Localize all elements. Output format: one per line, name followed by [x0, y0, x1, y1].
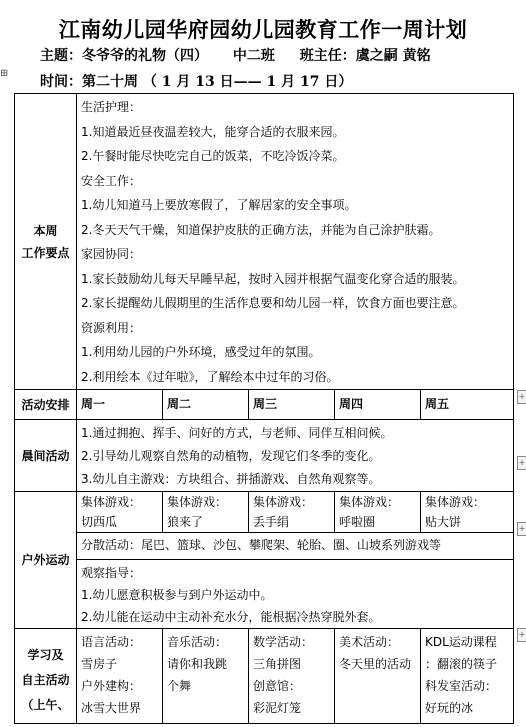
row-resize-icon[interactable]: + — [517, 456, 526, 470]
schedule-row — [15, 390, 514, 420]
study-text: 彩泥灯笼 — [253, 701, 302, 715]
study-text: 三角拼图 — [253, 657, 302, 671]
study-cell-thu — [335, 629, 421, 724]
theme-text: 主题：冬爷爷的礼物（四） — [40, 48, 208, 64]
study-text: 请你和我跳 — [167, 657, 228, 671]
study-cell-tue — [163, 629, 249, 724]
study-label: （上午、 — [21, 698, 70, 712]
morning-line: 2.引导幼儿观察自然角的动植物，发现它们冬季的变化。 — [81, 449, 381, 463]
class-text: 中二班 — [232, 48, 275, 64]
study-text: 美术活动： — [339, 635, 400, 649]
study-text: 科发室活动： — [425, 679, 498, 693]
goal-line: 2.午餐时能尽快吃完自己的饭菜，不吃冷饭冷菜。 — [81, 149, 345, 163]
goal-line: 1.利用幼儿园的户外环境，感受过年的氛围。 — [81, 345, 321, 359]
study-label-cell — [15, 629, 77, 724]
teacher-text: 班主任：虞之嗣 黄铭 — [299, 48, 431, 64]
game-cell-mon — [77, 492, 163, 533]
outdoor-games-row — [15, 492, 514, 533]
goals-content — [77, 94, 514, 390]
game-label: 集体游戏： — [425, 495, 486, 509]
game-cell-fri — [421, 492, 514, 533]
study-text: 创意馆： — [253, 679, 302, 693]
study-cell-fri — [421, 629, 514, 724]
game-value: 切西瓜 — [81, 515, 118, 529]
guide-line: 2.幼儿能在运动中主动补充水分，能根据冷热穿脱外套。 — [81, 610, 381, 624]
game-label: 集体游戏： — [253, 495, 314, 509]
study-text: KDL运动课程 — [425, 635, 497, 649]
study-label: 自主活动 — [21, 673, 70, 687]
day-header-wed: 周三 — [249, 390, 335, 420]
morning-line: 1.通过拥抱、挥手、问好的方式，与老师、同伴互相问候。 — [81, 426, 393, 440]
study-cell-wed — [249, 629, 335, 724]
study-text: 音乐活动： — [167, 635, 228, 649]
goals-label: 工作要点 — [21, 245, 70, 260]
page-title: 江南幼儿园华府园幼儿园教育工作一周计划 — [58, 17, 468, 42]
day-header-mon: 周一 — [77, 390, 163, 420]
goal-line: 资源利用： — [81, 320, 142, 335]
goal-line: 家园协同： — [81, 247, 142, 261]
goal-line: 1.知道最近昼夜温差较大，能穿合适的衣服来园。 — [81, 124, 345, 139]
outdoor-label: 户外运动 — [15, 492, 77, 629]
goal-line: 2.家长提醒幼儿假期里的生活作息要和幼儿园一样，饮食方面也要注意。 — [81, 296, 465, 310]
morning-label: 晨间活动 — [15, 420, 77, 492]
study-text: 个舞 — [167, 679, 192, 693]
game-value: 贴大饼 — [425, 515, 462, 529]
guide-content — [77, 560, 514, 629]
day-header-tue: 周二 — [163, 390, 249, 420]
goal-line: 安全工作： — [81, 173, 142, 188]
plan-meta — [40, 45, 451, 65]
study-row — [15, 629, 514, 724]
study-text: 冰雪大世界 — [81, 701, 142, 715]
goals-row — [15, 94, 514, 390]
study-text: 雪房子 — [81, 657, 118, 671]
time-text: 时间：第二十周 （ 1 月 13 日—— 1 月 17 日） — [40, 74, 353, 90]
weekly-plan-table — [14, 93, 514, 724]
split-text: 分散活动：尾巴、篮球、沙包、攀爬架、轮胎、圈、山坡系列游戏等 — [81, 538, 442, 552]
study-text: 户外建构： — [81, 679, 142, 693]
study-text: 冬天里的活动 — [339, 657, 412, 671]
goals-label-cell — [15, 94, 77, 390]
guide-line: 1.幼儿愿意积极参与到户外运动中。 — [81, 588, 273, 602]
goal-line: 2.冬天天气干燥，知道保护皮肤的正确方法，并能为自己涂护肤霜。 — [81, 222, 441, 237]
study-cell-mon — [77, 629, 163, 724]
outdoor-split-row — [15, 533, 514, 560]
study-text: 数学活动： — [253, 635, 314, 649]
schedule-label: 活动安排 — [15, 390, 77, 420]
day-header-fri: 周五 — [421, 390, 514, 420]
morning-content — [77, 420, 514, 492]
goal-line: 1.幼儿知道马上要放寒假了，了解居家的安全事项。 — [81, 198, 357, 212]
goal-line: 1.家长鼓励幼儿每天早睡早起，按时入园并根据气温变化穿合适的服装。 — [81, 271, 465, 286]
goal-line: 2.利用绘本《过年啦》，了解绘本中过年的习俗。 — [81, 369, 339, 384]
game-value: 丢手绢 — [253, 515, 290, 529]
game-cell-thu — [335, 492, 421, 533]
game-label: 集体游戏： — [81, 495, 142, 509]
game-cell-wed — [249, 492, 335, 533]
row-resize-icon[interactable]: + — [517, 522, 526, 536]
day-header-thu: 周四 — [335, 390, 421, 420]
split-activity — [77, 533, 514, 560]
game-cell-tue — [163, 492, 249, 533]
game-label: 集体游戏： — [339, 495, 400, 509]
game-value: 狼来了 — [167, 515, 204, 529]
row-resize-icon[interactable]: + — [517, 628, 526, 642]
morning-row — [15, 420, 514, 492]
study-text: 语言活动： — [81, 635, 142, 649]
outdoor-guide-row — [15, 560, 514, 629]
morning-line: 3.幼儿自主游戏：方块组合、拼插游戏、自然角观察等。 — [81, 472, 381, 486]
goal-line: 生活护理： — [81, 100, 142, 114]
study-text: 好玩的冰 — [425, 701, 474, 715]
row-resize-icon[interactable]: + — [517, 390, 526, 404]
game-label: 集体游戏： — [167, 495, 228, 509]
game-value: 呼啦圈 — [339, 515, 376, 529]
layout-handle-icon[interactable]: ⊞ — [0, 68, 9, 79]
guide-line: 观察指导： — [81, 566, 142, 580]
study-label: 学习及 — [27, 648, 64, 662]
goals-label: 本周 — [33, 223, 58, 238]
study-text: ：翻滚的筷子 — [425, 657, 498, 671]
